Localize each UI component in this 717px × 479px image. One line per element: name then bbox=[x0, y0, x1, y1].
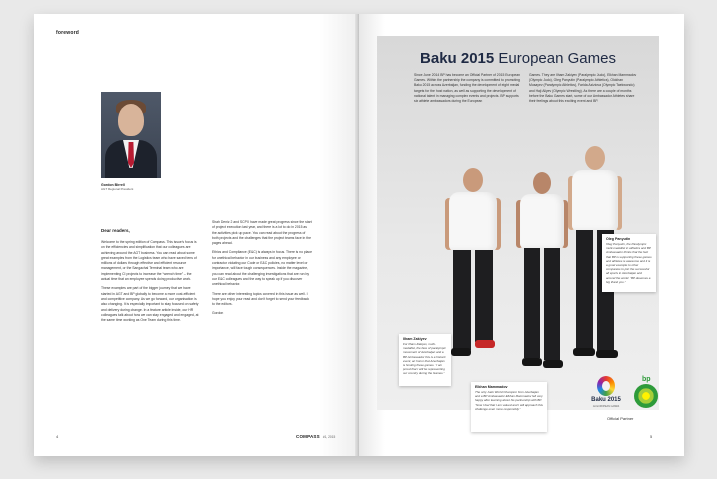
title-bold: Baku 2015 bbox=[420, 50, 495, 67]
callout-quote: The only Judo World Champion from Azerbaijan and a BP Ambassador Elkhan Mammadov felt very happy after learning about his partnership with BP. “Now I feel that I am valued and I will approach this challenge even more responsibly.” bbox=[475, 390, 543, 411]
body-column-2 bbox=[212, 220, 312, 321]
athlete-figure bbox=[443, 168, 503, 368]
paragraph: Shah Deniz 2 and SCPX have made great progress since the start of project execution last year, and there is a lot to do in 2015 as the activities pick up pace. You can read about the progress of both projects and the challenges that the project teams face in the pages ahead. bbox=[212, 220, 312, 246]
paragraph: Ethics and Compliance (E&C) is always in focus. There is no place for unethical behavior in our business and any employee or contractor violating our Code or E&C policies, no matter level or importance, will face tough consequences. Inside the magazine, you can read about the challenging investigations that are run by our E&C colleagues and the way to speak up if you discover unethical behavior. bbox=[212, 250, 313, 287]
section-label: foreword bbox=[56, 30, 79, 36]
paragraph: Welcome to the spring edition of Compass. This issue’s focus is on the efficiencies and simplification that our colleagues are achieving around the AGT business. You can read about some great examples from the Logistics team who have saved tens of millions of dollars through effective and efficient resource management, or the Sangachal Terminal team who are implementing CI projects to increase the “wrench time” – the actual time that an employee spends doing productive work. bbox=[101, 240, 197, 282]
baku-logo-text: Baku 2015 bbox=[591, 397, 621, 403]
portrait-caption-name: Gordon Birrell bbox=[101, 183, 125, 187]
portrait-photo bbox=[101, 92, 161, 178]
footer-brand bbox=[296, 434, 335, 439]
baku-2015-logo bbox=[589, 376, 623, 412]
brand-name: COMPASS bbox=[296, 434, 320, 439]
page-number-left: 4 bbox=[56, 434, 59, 439]
paragraph: These examples are part of the bigger journey that we have started in AGT and BP globally to become a more cost-efficient and competitive company. As we go forward, our organisation is also changing. It is especially important to stay focused on safety and delivery during change. In a feature article inside, our HR colleagues talk about how we can stay engaged and engaged, at the same time working as One Team during this time. bbox=[101, 286, 199, 323]
feature-title bbox=[377, 50, 659, 67]
portrait-caption-role: AGT Regional President bbox=[101, 187, 134, 191]
page-number-right: 5 bbox=[650, 434, 653, 439]
left-page bbox=[34, 14, 358, 456]
flame-icon bbox=[597, 376, 615, 396]
issue-label: #1, 2015 bbox=[322, 435, 336, 439]
bp-logo-text: bp bbox=[642, 376, 651, 383]
intro-column-1: Since June 2014 BP has become an Official Partner of 2015 European Games. Within the partnership the company is committed to promoting Baku 2015 across Azerbaijan, funding the development of eight medal targets for the host nation, as well as supporting the development of national talent in managing complex events and projects. BP supports six athlete ambassadors during the European bbox=[414, 73, 520, 104]
athlete-callout bbox=[399, 334, 451, 386]
right-page bbox=[359, 14, 684, 456]
body-column-1 bbox=[101, 240, 199, 327]
feature-panel bbox=[377, 36, 659, 421]
paragraph: There are other interesting topics covered in this issue as well. I hope you enjoy your read and don’t forget to send your feedback to the editors. bbox=[212, 291, 310, 307]
bp-logo bbox=[633, 378, 659, 408]
title-rest: European Games bbox=[494, 50, 616, 67]
helios-icon bbox=[634, 384, 658, 408]
athlete-figure bbox=[515, 172, 569, 382]
callout-quote: Oleg Panyutin, the Paralympic multi-medallist in athletics and BP Ambassador thinks that the fact that BP is supporting these games and athletes is awesome and it is a good example to other companies to join the successful all sports in Azerbaijan and around the world. “BP deserves a big thank you.” bbox=[606, 242, 652, 284]
official-partner-label: Official Partner bbox=[607, 416, 634, 421]
baku-logo-subtext: 1st EUROPEAN GAMES bbox=[592, 405, 620, 408]
callout-name: Oleg Panyutin bbox=[606, 237, 631, 241]
callout-quote: For Ilham Zakiyev, multi-medallist, the face of paralympic movement of Azerbaijan and a BP Ambassador this is a historic event, an honor that Azerbaijan is hosting these games. “I am proud that I will be representing our country during the Games.” bbox=[403, 342, 446, 376]
athlete-callout bbox=[602, 234, 656, 292]
athlete-callout bbox=[471, 382, 547, 432]
magazine-spread bbox=[34, 14, 684, 456]
salutation: Dear readers, bbox=[101, 228, 130, 233]
callout-name: Elkhan Mammadov bbox=[475, 385, 508, 389]
signature: Gordon bbox=[212, 311, 224, 316]
intro-column-2: Games. They are Ilham Zakiyev (Paralympic Judo), Elkhan Mammadov (Olympic Judo), Oleg Panyutin (Paralympic Athletics), Olokhan Musayev (Paralympic Athletics), Farida Aziziova (Olympic Taekwondo) and Haji Aliyev (Olympic Wrestling). As there are a couple of months before the Baku Games start, some of our Ambassador Athletes share their feelings about this exciting event and BP. bbox=[529, 73, 637, 104]
callout-name: Ilham Zakiyev bbox=[403, 337, 427, 341]
